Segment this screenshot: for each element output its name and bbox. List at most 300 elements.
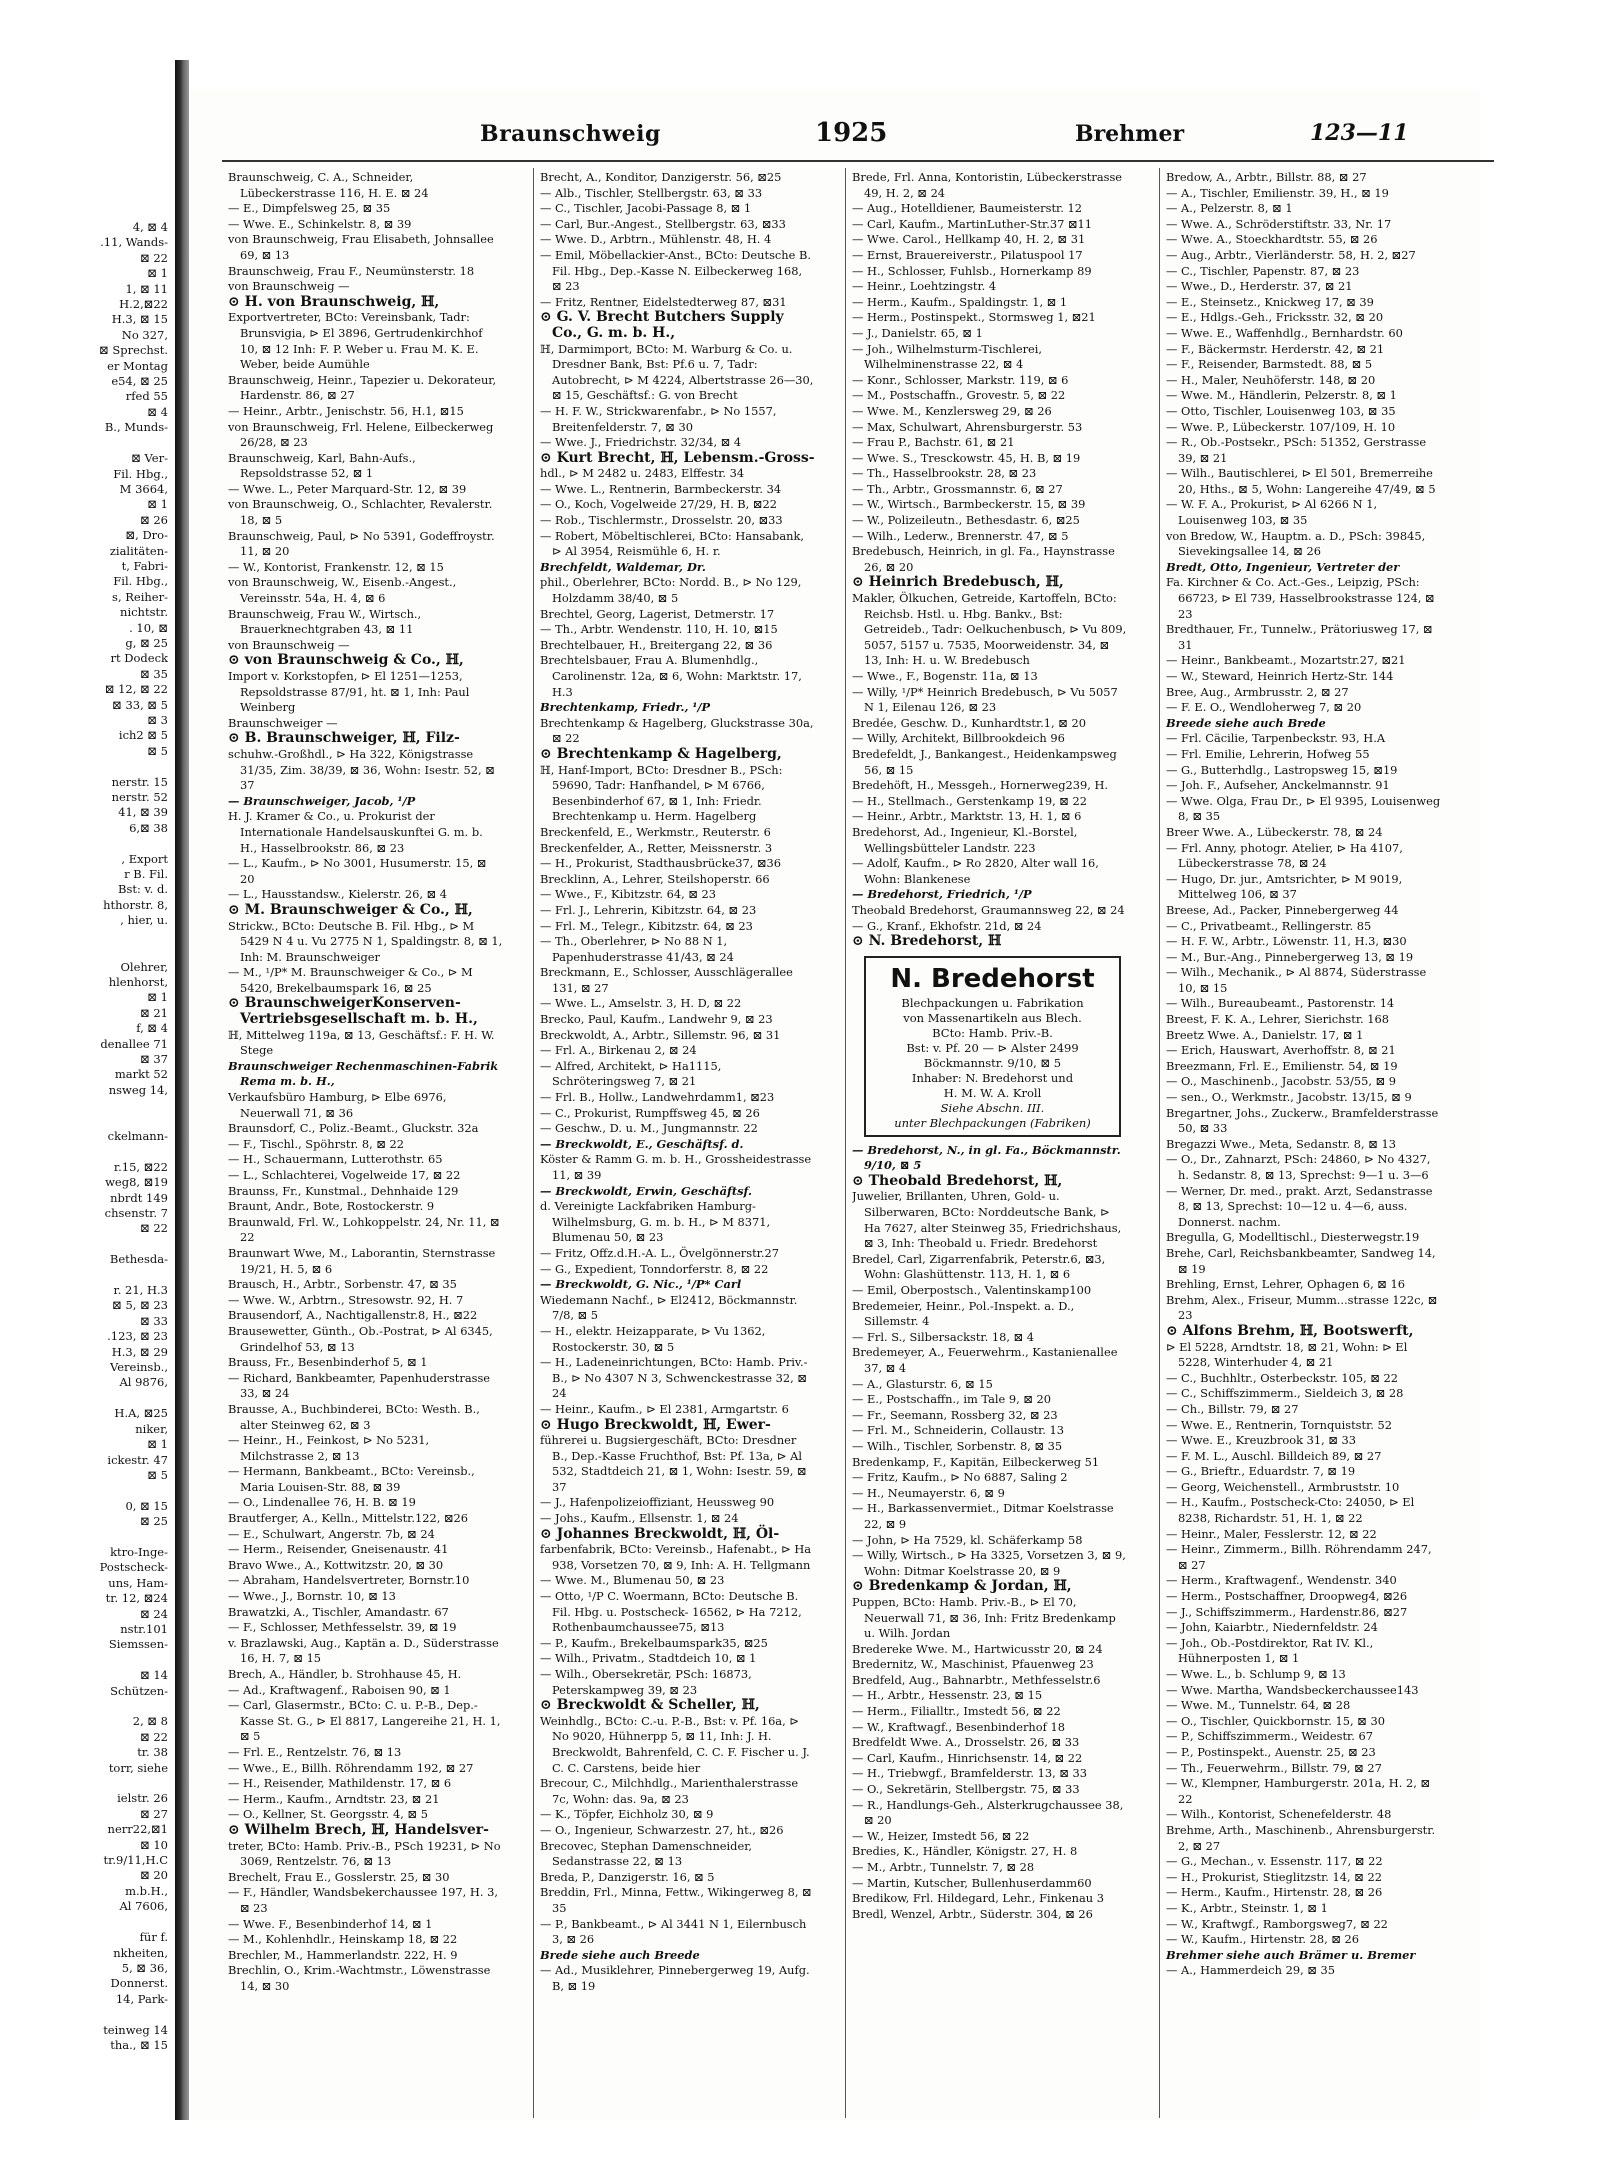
- directory-entry: — Herm., Postinspekt., Stormsweg 1, ⊠21: [852, 310, 1096, 325]
- directory-entry: Brehmer siehe auch Brämer u. Bremer: [1166, 1947, 1416, 1962]
- directory-entry: — Fritz, Rentner, Eidelstedterweg 87, ⊠31: [540, 294, 787, 309]
- directory-entry: Breezmann, Frl. E., Emilienstr. 54, ⊠ 19: [1166, 1058, 1398, 1073]
- directory-entry: Bredehöft, H., Messgeh., Hornerweg239, H.: [852, 778, 1109, 793]
- advertisement-line: Bst: v. Pf. 20 — ⊳ Alster 2499: [906, 1040, 1079, 1055]
- advertisement-line: Inhaber: N. Bredehorst und: [911, 1070, 1074, 1085]
- directory-entry: — G., Mechan., v. Essenstr. 117, ⊠ 22: [1166, 1854, 1383, 1869]
- directory-entry: — Willy, Architekt, Billbrookdeich 96: [852, 731, 1065, 746]
- facing-page-line: tr. 38: [137, 1745, 168, 1760]
- directory-entry: — Wwe., D., Herderstr. 37, ⊠ 21: [1166, 279, 1353, 294]
- facing-page-line: Al 9876,: [119, 1375, 168, 1390]
- directory-entry: Wiedemann Nachf., ⊳ El2412, Böckmannstr. 7/8, ⊠ 5: [540, 1292, 798, 1323]
- facing-page-line: Siemssen-: [108, 1637, 168, 1652]
- directory-entry: — H. F. W., Arbtr., Löwenstr. 11, H.3, ⊠30: [1166, 934, 1407, 949]
- directory-entry: — W., Klempner, Hamburgerstr. 201a, H. 2, ⊠ 22: [1166, 1776, 1430, 1806]
- directory-entry: — Heinr., H., Feinkost, ⊳ No 5231, Milchstrasse 2, ⊠ 13: [228, 1433, 430, 1463]
- directory-entry: — Hermann, Bankbeamt., BCto: Vereinsb., Maria Louisen-Str. 88, ⊠ 39: [228, 1464, 475, 1494]
- facing-page-line: Schützen-: [110, 1683, 168, 1698]
- directory-entry: Exportvertreter, BCto: Vereinsbank, Tadr: Brunsvigia, ⊳ El 3896, Gertrudenkirchhof 10, ⊠ 12 Inh: F. P. Weber u. Frau M. K. E. Weber, beide Aumühle: [228, 310, 483, 372]
- facing-page-line: 1, ⊠ 11: [125, 281, 168, 296]
- directory-entry: — Martin, Kutscher, Bullenhuserdamm60: [852, 1875, 1092, 1890]
- directory-entry: Bregazzi Wwe., Meta, Sedanstr. 8, ⊠ 13: [1166, 1136, 1396, 1151]
- directory-entry: — Konr., Schlosser, Markstr. 119, ⊠ 6: [852, 372, 1069, 387]
- directory-entry: Brehm, Alex., Friseur, Mumm...strasse 122c, ⊠ 23: [1166, 1292, 1438, 1323]
- directory-entry: — Otto, Tischler, Louisenweg 103, ⊠ 35: [1166, 403, 1396, 418]
- directory-entry: von Braunschweig, Frau Elisabeth, Johnsallee 69, ⊠ 13: [228, 232, 494, 262]
- directory-entry: — J., Danielstr. 65, ⊠ 1: [852, 325, 983, 340]
- facing-page-line: nbrdt 149: [110, 1190, 168, 1205]
- directory-entry: — W., Wirtsch., Barmbeckerstr. 15, ⊠ 39: [852, 497, 1086, 512]
- directory-entry: — Wwe. M., Tunnelstr. 64, ⊠ 28: [1166, 1698, 1351, 1713]
- directory-entry: Fa. Kirchner & Co. Act.-Ges., Leipzig, PSch: 66723, ⊳ El 739, Hasselbrookstrasse 124, ⊠ 23: [1166, 575, 1435, 621]
- facing-page-line: 5, ⊠ 36,: [121, 1960, 168, 1975]
- directory-entry: führerei u. Bugsiergeschäft, BCto: Dresdner B., Dep.-Kasse Fruchthof, Bst: Pf. 13a, ⊳ Al 532, Stadtdeich 21, ⊠ 1, Wohn: Isestr. 59, ⊠ 37: [540, 1433, 807, 1494]
- directory-entry: — G., Expedient, Tonndorferstr. 8, ⊠ 22: [540, 1261, 769, 1276]
- directory-entry: — M., Postschaffn., Grovestr. 5, ⊠ 22: [852, 388, 1066, 403]
- firm-heading: ⊙ Heinrich Bredebusch, ℍ,: [852, 574, 1064, 591]
- directory-entry: Bravo Wwe., A., Kottwitzstr. 20, ⊠ 30: [228, 1557, 444, 1572]
- directory-entry: — O., Ingenieur, Schwarzestr. 27, ht., ⊠26: [540, 1822, 784, 1837]
- directory-entry: — Wwe. A., Stoeckhardtstr. 55, ⊠ 26: [1166, 232, 1378, 247]
- column-3: [852, 170, 1127, 2120]
- advertisement-line: Siehe Abschn. III.: [940, 1100, 1045, 1115]
- facing-page-line: , hier, u.: [120, 913, 168, 928]
- directory-entry: — Frl. Emilie, Lehrerin, Hofweg 55: [1166, 746, 1370, 761]
- directory-entry: — Carl, Bur.-Angest., Stellbergstr. 63, ⊠33: [540, 216, 786, 231]
- directory-entry: Puppen, BCto: Hamb. Priv.-B., ⊳ El 70, Neuerwall 71, ⊠ 36, Inh: Fritz Bredenkamp u. Wilh. Jordan: [852, 1594, 1116, 1641]
- directory-entry: — Emil, Möbellackier-Anst., BCto: Deutsche B. Fil. Hbg., Dep.-Kasse N. Eilbeckerweg 168, ⊠ 23: [540, 247, 811, 294]
- directory-entry: Brawatzki, A., Tischler, Amandastr. 67: [228, 1604, 449, 1619]
- firm-heading: ⊙ Hugo Breckwoldt, ℍ, Ewer-: [540, 1416, 771, 1433]
- directory-entry: Bredfeld, Aug., Bahnarbtr., Methfesselstr.6: [852, 1672, 1101, 1687]
- facing-page-line: ielstr. 26: [117, 1791, 168, 1806]
- directory-entry: — Wwe. M., Händlerin, Pelzerstr. 8, ⊠ 1: [1166, 388, 1397, 403]
- directory-entry: — Frl. E., Rentzelstr. 76, ⊠ 13: [228, 1744, 402, 1759]
- directory-entry: — H., Kaufm., Postscheck-Cto: 24050, ⊳ El 8238, Richardstr. 51, H. 1, ⊠ 22: [1166, 1495, 1415, 1526]
- advertisement-box: [864, 956, 1121, 1137]
- directory-entry: Bredt, Otto, Ingenieur, Vertreter der: [1166, 559, 1400, 574]
- directory-entry: — John, ⊳ Ha 7529, kl. Schäferkamp 58: [852, 1532, 1083, 1547]
- directory-entry: — Herm., Kaufm., Arndtstr. 23, ⊠ 21: [228, 1791, 440, 1806]
- directory-entry: — Alfred, Architekt, ⊳ Ha1115, Schröteringsweg 7, ⊠ 21: [540, 1058, 722, 1089]
- facing-page-line: Fil. Hbg.,: [113, 466, 168, 481]
- directory-entry: — Frau P., Bachstr. 61, ⊠ 21: [852, 435, 1015, 450]
- directory-entry: — Fritz, Kaufm., ⊳ No 6887, Saling 2: [852, 1470, 1068, 1485]
- directory-entry: Bredereke Wwe. M., Hartwicusstr 20, ⊠ 24: [852, 1641, 1103, 1656]
- facing-page-line: ktro-Inge-: [110, 1544, 168, 1559]
- directory-entry: Braunsdorf, C., Poliz.-Beamt., Gluckstr. 32a: [228, 1121, 479, 1136]
- facing-page-line: H.2,⊠22: [119, 297, 168, 312]
- directory-entry: von Braunschweig —: [228, 279, 350, 294]
- facing-page-line: ⊠ 21: [140, 1005, 168, 1020]
- directory-entry: — Breckwoldt, Erwin, Geschäftsf.: [540, 1183, 752, 1198]
- directory-entry: — Wwe. E., Kreuzbrook 31, ⊠ 33: [1166, 1433, 1357, 1448]
- directory-entry: — H., Reisender, Mathildenstr. 17, ⊠ 6: [228, 1776, 452, 1791]
- directory-entry: — W., Kraftwgf., Ramborgsweg7, ⊠ 22: [1166, 1916, 1388, 1931]
- directory-entry: — P., Postinspekt., Auenstr. 25, ⊠ 23: [1166, 1744, 1376, 1759]
- facing-page-line: [0, 759, 168, 774]
- directory-entry: — Carl, Kaufm., MartinLuther-Str.37 ⊠11: [852, 216, 1093, 231]
- directory-entry: Verkaufsbüro Hamburg, ⊳ Elbe 6976, Neuerwall 71, ⊠ 36: [228, 1090, 447, 1120]
- running-header: [200, 118, 1490, 158]
- directory-entry: Breer Wwe. A., Lübeckerstr. 78, ⊠ 24: [1166, 824, 1383, 839]
- facing-page-line: Vereinsb.,: [109, 1360, 168, 1375]
- facing-page-line: ⊠ 4: [147, 404, 168, 419]
- directory-entry: Brechtenkamp & Hagelberg, Gluckstrasse 30a, ⊠ 22: [540, 715, 814, 746]
- directory-entry: Brecklinn, A., Lehrer, Steilshoperstr. 66: [540, 871, 770, 886]
- directory-entry: — P., Schiffszimmerm., Weidestr. 67: [1166, 1729, 1373, 1744]
- directory-entry: — Wwe., F., Bogenstr. 11a, ⊠ 13: [852, 669, 1038, 683]
- column-2: [540, 170, 815, 2120]
- directory-entry: Bredies, K., Händler, Königstr. 27, H. 8: [852, 1844, 1078, 1859]
- directory-entry: phil., Oberlehrer, BCto: Nordd. B., ⊳ No 129, Holzdamm 38/40, ⊠ 5: [540, 575, 802, 606]
- directory-entry: — P., Kaufm., Brekelbaumspark35, ⊠25: [540, 1635, 768, 1650]
- directory-entry: Brecht, A., Konditor, Danzigerstr. 56, ⊠25: [540, 170, 782, 184]
- directory-entry: Bredl, Wenzel, Arbtr., Süderstr. 304, ⊠ 26: [852, 1906, 1093, 1921]
- directory-entry: Braunschweig, Paul, ⊳ No 5391, Godeffroystr. 11, ⊠ 20: [228, 528, 495, 559]
- advertisement-title: N. Bredehorst: [890, 963, 1095, 994]
- facing-page-line: M 3664,: [119, 481, 168, 496]
- facing-page-line: nerr22,⊠1: [107, 1822, 168, 1837]
- directory-entry: — Willy, ¹/P* Heinrich Bredebusch, ⊳ Vu 5057 N 1, Eilenau 126, ⊠ 23: [852, 684, 1118, 715]
- facing-page-edge: [0, 50, 175, 2177]
- directory-entry: — W., Kaufm., Hirtenstr. 28, ⊠ 26: [1166, 1932, 1360, 1947]
- column-divider: [533, 168, 534, 2118]
- facing-page-line: [0, 944, 168, 959]
- directory-entry: — Adolf, Kaufm., ⊳ Ro 2820, Alter wall 16, Wohn: Blankenese: [852, 856, 1099, 886]
- firm-heading: ⊙ Bredenkamp & Jordan, ℍ,: [852, 1578, 1072, 1595]
- directory-entry: — Frl. B., Hollw., Landwehrdamm1, ⊠23: [540, 1090, 775, 1105]
- facing-page-line: Al 7606,: [119, 1899, 168, 1914]
- facing-page-text: [0, 220, 172, 2120]
- directory-entry: — Carl, Kaufm., Hinrichsenstr. 14, ⊠ 22: [852, 1750, 1083, 1765]
- directory-entry: Braunschweiger —: [228, 715, 338, 730]
- directory-entry: — G., Kranf., Ekhofstr. 21d, ⊠ 24: [852, 918, 1042, 933]
- directory-entry: ℍ, Darmimport, BCto: M. Warburg & Co. u. Dresdner Bank, Bst: Pf.6 u. 7, Tadr: Autobrecht, ⊳ M 4224, Albertstrasse 26—30, ⊠ 15, Geschäftsf.: G. von Brecht: [540, 341, 814, 403]
- directory-entry: Bredemeyer, A., Feuerwehrm., Kastanienallee 37, ⊠ 4: [852, 1345, 1118, 1375]
- directory-entry: — Herm., Filialltr., Imstedt 56, ⊠ 22: [852, 1704, 1061, 1719]
- directory-entry: — Herm., Kaufm., Hirtenstr. 28, ⊠ 26: [1166, 1885, 1383, 1900]
- directory-entry: — Otto, ¹/P C. Woermann, BCto: Deutsche B. Fil. Hbg. u. Postscheck- 16562, ⊳ Ha 7212, Rothenbaumchaussee75, ⊠13: [540, 1589, 802, 1635]
- directory-entry: — Geschw., D. u. M., Jungmannstr. 22: [540, 1121, 758, 1136]
- directory-entry: Bregulla, G, Modelltischl., Diesterwegstr.19: [1166, 1230, 1420, 1245]
- directory-entry: Brechtenkamp, Friedr., ¹/P: [540, 700, 711, 715]
- facing-page-line: 4, ⊠ 4: [132, 220, 168, 234]
- directory-entry: — H., Schlosser, Fuhlsb., Hornerkamp 89: [852, 263, 1092, 278]
- facing-page-line: 0, ⊠ 15: [125, 1498, 168, 1513]
- directory-entry: — F., Bäckermstr. Herderstr. 42, ⊠ 21: [1166, 341, 1385, 356]
- directory-entry: — C., Schiffszimmerm., Sieldeich 3, ⊠ 28: [1166, 1386, 1404, 1401]
- directory-entry: — E., Dimpfelsweg 25, ⊠ 35: [228, 201, 391, 216]
- directory-entry: von Braunschweig, W., Eisenb.-Angest., Vereinsstr. 54a, H. 4, ⊠ 6: [228, 575, 457, 606]
- directory-entry: Breckenfeld, E., Werkmstr., Reuterstr. 6: [540, 824, 771, 839]
- directory-entry: Brauss, Fr., Besenbinderhof 5, ⊠ 1: [228, 1355, 428, 1370]
- directory-entry: — Heinr., Kaufm., ⊳ El 2381, Armgartstr. 6: [540, 1401, 789, 1416]
- directory-entry: — Th., Arbtr., Grossmannstr. 6, ⊠ 27: [852, 481, 1063, 496]
- directory-entry: — Wwe. L., Rentnerin, Barmbeckerstr. 34: [540, 481, 782, 496]
- facing-page-line: [0, 436, 168, 451]
- facing-page-line: .11, Wands-: [100, 235, 168, 250]
- directory-entry: Makler, Ölkuchen, Getreide, Kartoffeln, BCto: Reichsb. Hstl. u. Hbg. Bankv., Bst: Getreideb., Tadr: Oelkuchenbusch, ⊳ Vu 809, 5057, 5157 u. 7535, Moorweidenstr. 34, ⊠ 13, Inh: H. u. W. Bredebusch: [852, 591, 1127, 668]
- directory-entry: Brecko, Paul, Kaufm., Landwehr 9, ⊠ 23: [540, 1012, 773, 1027]
- directory-entry: H. J. Kramer & Co., u. Prokurist der Internationale Handelsauskunftei G. m. b. H., Hasselbrookstr. 86, ⊠ 23: [228, 809, 483, 855]
- directory-entry: — E., Hdlgs.-Geh., Fricksstr. 32, ⊠ 20: [1166, 310, 1384, 325]
- directory-entry: — Herm., Reisender, Gneisenaustr. 41: [228, 1542, 449, 1557]
- directory-entry: Brechler, M., Hammerlandstr. 222, H. 9: [228, 1947, 458, 1962]
- directory-entry: — Heinr., Zimmerm., Billh. Röhrendamm 247, ⊠ 27: [1166, 1542, 1432, 1572]
- firm-heading: ⊙ Johannes Breckwoldt, ℍ, Öl-: [540, 1525, 780, 1542]
- facing-page-line: teinweg 14: [103, 2022, 168, 2037]
- facing-page-line: ckelmann-: [107, 1128, 168, 1143]
- facing-page-line: B., Munds-: [104, 420, 168, 435]
- directory-entry: — C., Tischler, Papenstr. 87, ⊠ 23: [1166, 263, 1360, 278]
- directory-entry: — Th., Oberlehrer, ⊳ No 88 N 1, Papenhuderstrasse 41/43, ⊠ 24: [540, 934, 734, 964]
- facing-page-line: nsweg 14,: [108, 1082, 168, 1097]
- directory-entry: — Wilh., Kontorist, Schenefelderstr. 48: [1166, 1807, 1392, 1822]
- facing-page-line: nerstr. 52: [111, 790, 168, 805]
- firm-heading: ⊙ BraunschweigerKonserven-Vertriebsgesellschaft m. b. H.,: [228, 995, 478, 1028]
- directory-entry: Braunschweig, Frau F., Neumünsterstr. 18: [228, 263, 475, 278]
- directory-entry: Braunschweiger Rechenmaschinen-Fabrik Rema m. b. H.,: [228, 1058, 499, 1089]
- directory-entry: Brecovec, Stephan Damenschneider, Sedanstrasse 22, ⊠ 13: [540, 1838, 753, 1869]
- directory-entry: — Hugo, Dr. jur., Amtsrichter, ⊳ M 9019, Mittelweg 106, ⊠ 37: [1166, 871, 1403, 902]
- directory-entry: — Wwe. S., Tresckowstr. 45, H. B, ⊠ 19: [852, 450, 1081, 465]
- directory-entry: — H., Prokurist, Stadthausbrücke37, ⊠36: [540, 856, 781, 871]
- column-divider: [1159, 168, 1160, 2118]
- directory-entry: Breddin, Frl., Minna, Fettw., Wikingerweg 8, ⊠ 35: [540, 1885, 812, 1915]
- facing-page-line: ⊠ Ver-: [131, 451, 168, 466]
- facing-page-line: ⊠ 22: [140, 1221, 168, 1236]
- header-city: Braunschweig: [480, 121, 661, 147]
- directory-entry: — Wwe. J., Friedrichstr. 32/34, ⊠ 4: [540, 435, 742, 450]
- facing-page-line: H.A, ⊠25: [114, 1406, 168, 1421]
- facing-page-line: [0, 1915, 168, 1930]
- facing-page-line: [0, 1530, 168, 1545]
- directory-entry: ℍ, Hanf-Import, BCto: Dresdner B., PSch: 59690, Tadr: Hanfhandel, ⊳ M 6766, Besenbinderhof 67, ⊠ 1, Inh: Friedr. Brechtenkamp u. Herm. Hagelberg: [540, 762, 783, 824]
- directory-entry: — Wwe. E., Waffenhdlg., Bernhardstr. 60: [1166, 325, 1403, 340]
- directory-entry: — Fritz, Offz.d.H.-A. L., Övelgönnerstr.27: [540, 1245, 779, 1260]
- facing-page-line: m.b.H.,: [125, 1883, 168, 1898]
- directory-entry: farbenfabrik, BCto: Vereinsb., Hafenabt., ⊳ Ha 938, Vorsetzen 70, ⊠ 9, Inh: A. H. Tellgmann: [540, 1542, 812, 1572]
- facing-page-line: [0, 1653, 168, 1668]
- directory-entry: Bregartner, Johs., Zuckerw., Bramfelderstrasse 50, ⊠ 33: [1166, 1105, 1439, 1136]
- directory-entry: — L., Schlachterei, Vogelweide 17, ⊠ 22: [228, 1168, 461, 1182]
- directory-entry: — H., Triebwgf., Bramfelderstr. 13, ⊠ 33: [852, 1766, 1087, 1781]
- directory-entry: — P., Bankbeamt., ⊳ Al 3441 N 1, Eilernbusch 3, ⊠ 26: [540, 1916, 807, 1947]
- directory-entry: Brechtelsbauer, Frau A. Blumenhdlg., Carolinenstr. 12a, ⊠ 6, Wohn: Marktstr. 17, H.3: [540, 653, 802, 699]
- directory-entry: — F. E. O., Wendloherweg 7, ⊠ 20: [1166, 700, 1362, 715]
- facing-page-line: [0, 1699, 168, 1714]
- directory-entry: von Braunschweig, Frl. Helene, Eilbeckerweg 26/28, ⊠ 23: [228, 419, 494, 450]
- firm-heading: ⊙ Wilhelm Brech, ℍ, Handelsver-: [228, 1821, 489, 1838]
- directory-entry: — W., Heizer, Imstedt 56, ⊠ 22: [852, 1828, 1030, 1843]
- directory-entry: hdl., ⊳ M 2482 u. 2483, Elffestr. 34: [540, 466, 745, 481]
- facing-page-line: markt 52: [114, 1067, 168, 1082]
- facing-page-line: tr.9/11,H.C: [103, 1853, 168, 1868]
- directory-entry: Braunschweig, Frau W., Wirtsch., Brauerknechtgraben 43, ⊠ 11: [228, 606, 422, 637]
- directory-entry: — H., Ladeneinrichtungen, BCto: Hamb. Priv.-B., ⊳ No 4307 N 3, Schwenckestrasse 32, ⊠ 24: [540, 1355, 808, 1401]
- facing-page-line: hthorstr. 8,: [103, 897, 168, 912]
- directory-entry: — Emil, Oberpostsch., Valentinskamp100: [852, 1283, 1092, 1298]
- directory-entry: — Erich, Hauswart, Averhoffstr. 8, ⊠ 21: [1166, 1043, 1396, 1058]
- directory-entry: — Heinr., Bankbeamt., Mozartstr.27, ⊠21: [1166, 653, 1406, 668]
- directory-entry: Brech, A., Händler, b. Strohhause 45, H.: [228, 1667, 462, 1681]
- directory-entry: — W., Polizeileutn., Bethesdastr. 6, ⊠25: [852, 513, 1080, 528]
- firm-heading: ⊙ von Braunschweig & Co., ℍ,: [228, 652, 464, 669]
- directory-entry: — Heinr., Loehtzingstr. 4: [852, 279, 997, 294]
- facing-page-line: ⊠ 1: [147, 266, 168, 281]
- directory-entry: Brechfeldt, Waldemar, Dr.: [540, 559, 706, 574]
- directory-entry: Breest, F. K. A., Lehrer, Sierichstr. 168: [1166, 1012, 1390, 1027]
- header-year: 1925: [815, 118, 888, 148]
- facing-page-line: ⊠ 1: [147, 990, 168, 1005]
- directory-entry: — C., Privatbeamt., Rellingerstr. 85: [1166, 918, 1372, 933]
- directory-entry: — Th., Feuerwehrm., Billstr. 79, ⊠ 27: [1166, 1760, 1382, 1775]
- facing-page-line: ickestr. 47: [107, 1452, 168, 1467]
- advertisement-line: Böckmannstr. 9/10, ⊠ 5: [923, 1055, 1062, 1070]
- directory-entry: — Joh. F., Aufseher, Anckelmannstr. 91: [1166, 778, 1390, 793]
- directory-entry: von Braunschweig —: [228, 637, 350, 652]
- facing-page-line: . 10, ⊠: [129, 620, 168, 635]
- directory-entry: — Breckwoldt, G. Nic., ¹/P* Carl: [540, 1277, 742, 1292]
- facing-page-line: [0, 929, 168, 944]
- facing-page-line: torr, siehe: [108, 1760, 168, 1775]
- directory-entry: — O., Sekretärin, Stellbergstr. 75, ⊠ 33: [852, 1782, 1080, 1797]
- directory-entry: Brausch, H., Arbtr., Sorbenstr. 47, ⊠ 35: [228, 1277, 457, 1292]
- directory-entry: — E., Schulwart, Angerstr. 7b, ⊠ 24: [228, 1526, 435, 1541]
- directory-entry: — Willy, Wirtsch., ⊳ Ha 3325, Vorsetzen 3, ⊠ 9, Wohn: Ditmar Koelstrasse 20, ⊠ 9: [852, 1548, 1126, 1578]
- directory-entry: Brede siehe auch Breede: [540, 1947, 700, 1962]
- directory-entry: — Wwe. E., Rentnerin, Tornquiststr. 52: [1166, 1417, 1392, 1432]
- directory-entry: — Heinr., Arbtr., Marktstr. 13, H. 1, ⊠ 6: [852, 809, 1082, 824]
- facing-page-line: e54, ⊠ 25: [111, 374, 168, 389]
- directory-entry: — F., Tischl., Spöhrstr. 8, ⊠ 22: [228, 1136, 405, 1151]
- directory-entry: — Frl. S., Silbersackstr. 18, ⊠ 4: [852, 1329, 1034, 1344]
- header-page-number: 123—11: [1310, 120, 1409, 146]
- facing-page-line: [0, 1483, 168, 1498]
- directory-entry: — Carl, Glasermstr., BCto: C. u. P.-B., Dep.-Kasse St. G., ⊳ El 8817, Langereihe 21, H. 1, ⊠ 5: [228, 1698, 501, 1744]
- facing-page-line: , Export: [121, 851, 168, 866]
- directory-entry: — Wwe. W., Arbtrn., Stresowstr. 92, H. 7: [228, 1292, 464, 1307]
- advertisement-line: von Massenartikeln aus Blech.: [903, 1010, 1082, 1025]
- column-1: [228, 170, 503, 2120]
- facing-page-line: Postscheck-: [99, 1560, 168, 1575]
- facing-page-line: rfed 55: [125, 389, 168, 404]
- directory-entry: — F., Schlosser, Methfesselstr. 39, ⊠ 19: [228, 1620, 457, 1635]
- facing-page-line: [0, 1776, 168, 1791]
- directory-entry: — R., Handlungs-Geh., Alsterkrugchaussee 38, ⊠ 20: [852, 1797, 1124, 1828]
- advertisement-line: Blechpackungen u. Fabrikation: [901, 995, 1084, 1010]
- directory-entry: — Heinr., Maler, Fesslerstr. 12, ⊠ 22: [1166, 1526, 1377, 1541]
- directory-entry: Brausendorf, A., Nachtigallenstr.8, H., ⊠22: [228, 1308, 478, 1323]
- facing-page-line: [0, 1114, 168, 1129]
- directory-entry: — Richard, Bankbeamter, Papenhuderstrasse 33, ⊠ 24: [228, 1370, 491, 1401]
- directory-entry: — Joh., Ob.-Postdirektor, Rat IV. Kl., Hühnerposten 1, ⊠ 1: [1166, 1635, 1374, 1666]
- directory-entry: — H., Prokurist, Stieglitzstr. 14, ⊠ 22: [1166, 1869, 1382, 1884]
- directory-entry: Brecour, C., Milchhdlg., Marienthalerstrasse 7c, Wohn: das. 9a, ⊠ 23: [540, 1776, 799, 1806]
- directory-entry: — A., Tischler, Emilienstr. 39, H., ⊠ 19: [1166, 185, 1389, 200]
- directory-entry: Braunschweig, Heinr., Tapezier u. Dekorateur, Hardenstr. 86, ⊠ 27: [228, 372, 497, 403]
- facing-page-line: ⊠ 5, ⊠ 23: [112, 1298, 168, 1313]
- directory-entry: schuhw.-Großhdl., ⊳ Ha 322, Königstrasse 31/35, Zim. 38/39, ⊠ 36, Wohn: Isestr. 52, ⊠ 37: [228, 746, 495, 793]
- firm-heading: ⊙ B. Braunschweiger, ℍ, Filz-: [228, 730, 460, 747]
- directory-entry: — L., Hausstandsw., Kielerstr. 26, ⊠ 4: [228, 887, 448, 902]
- facing-page-line: [0, 1098, 168, 1113]
- facing-page-line: für f.: [139, 1930, 168, 1945]
- facing-page-line: Fil. Hbg.,: [113, 574, 168, 589]
- directory-entry: — Alb., Tischler, Stellbergstr. 63, ⊠ 33: [540, 185, 763, 200]
- directory-entry: Breese, Ad., Packer, Pinnebergerweg 44: [1166, 902, 1399, 917]
- directory-entry: — Frl. Cäcilie, Tarpenbeckstr. 93, H.A: [1166, 731, 1386, 746]
- directory-entry: Bredebusch, Heinrich, in gl. Fa., Haynstrasse 26, ⊠ 20: [852, 544, 1115, 574]
- facing-page-line: 41, ⊠ 39: [118, 805, 168, 820]
- directory-entry: Bredernitz, W., Maschinist, Pfauenweg 23: [852, 1657, 1094, 1672]
- directory-entry: d. Vereinigte Lackfabriken Hamburg-Wilhelmsburg, G. m. b. H., ⊳ M 8371, Blumenau 50, ⊠ 23: [540, 1199, 771, 1245]
- directory-entry: — L., Kaufm., ⊳ No 3001, Husumerstr. 15, ⊠ 20: [228, 856, 487, 886]
- directory-entry: — Ch., Billstr. 79, ⊠ 27: [1166, 1401, 1299, 1416]
- facing-page-line: ⊠ 33, ⊠ 5: [112, 697, 168, 712]
- facing-page-line: tr. 12, ⊠24: [105, 1591, 168, 1606]
- facing-page-line: chsenstr. 7: [104, 1206, 168, 1220]
- firm-heading: ⊙ Alfons Brehm, ℍ, Bootswerft,: [1166, 1322, 1414, 1339]
- directory-entry: — A., Pelzerstr. 8, ⊠ 1: [1166, 201, 1293, 216]
- directory-entry: — Braunschweiger, Jacob, ¹/P: [228, 793, 416, 808]
- facing-page-line: ⊠ 24: [140, 1606, 168, 1621]
- directory-entry: — H., Barkassenvermiet., Ditmar Koelstrasse 22, ⊠ 9: [852, 1501, 1114, 1531]
- facing-page-line: ⊠ 27: [140, 1806, 168, 1821]
- directory-entry: — O., Dr., Zahnarzt, PSch: 24860, ⊳ No 4327, h. Sedanstr. 8, ⊠ 13, Sprechst: 9—1 u. 3—6: [1166, 1152, 1431, 1182]
- facing-page-line: uns, Ham-: [108, 1575, 168, 1590]
- firm-heading: ⊙ M. Braunschweiger & Co., ℍ,: [228, 901, 473, 918]
- directory-entry: — Ad., Kraftwagenf., Raboisen 90, ⊠ 1: [228, 1682, 451, 1697]
- facing-page-line: ⊠ 35: [140, 666, 168, 681]
- facing-page-line: ⊠ 22: [140, 250, 168, 265]
- facing-page-line: f, ⊠ 4: [136, 1021, 168, 1036]
- facing-page-line: .123, ⊠ 23: [107, 1329, 168, 1344]
- directory-entry: — Frl. Anny, photogr. Atelier, ⊳ Ha 4107, Lübeckerstrasse 78, ⊠ 24: [1166, 840, 1403, 871]
- directory-entry: Bredfeldt Wwe. A., Drosselstr. 26, ⊠ 33: [852, 1735, 1080, 1750]
- directory-entry: — O., Maschinenb., Jacobstr. 53/55, ⊠ 9: [1166, 1074, 1396, 1089]
- directory-entry: — Wwe. Olga, Frau Dr., ⊳ El 9395, Louisenweg 8, ⊠ 35: [1166, 793, 1441, 824]
- facing-page-line: No 327,: [121, 327, 168, 342]
- facing-page-line: ⊠ 26: [140, 512, 168, 527]
- facing-page-line: [0, 1391, 168, 1406]
- facing-page-line: er Montag: [107, 358, 168, 373]
- directory-entry: Breckwoldt, A., Arbtr., Sillemstr. 96, ⊠ 31: [540, 1027, 781, 1042]
- directory-entry: Breetz Wwe. A., Danielstr. 17, ⊠ 1: [1166, 1027, 1364, 1042]
- directory-entry: — M., ¹/P* M. Braunschweiger & Co., ⊳ M 5420, Brekelbaumspark 16, ⊠ 25: [228, 965, 473, 995]
- directory-entry: ⊳ El 5228, Arndtstr. 18, ⊠ 21, Wohn: ⊳ El 5228, Winterhuder 4, ⊠ 21: [1166, 1339, 1408, 1370]
- directory-entry: Braunschweig, Karl, Bahn-Aufs., Repsoldstrasse 52, ⊠ 1: [228, 450, 416, 481]
- directory-entry: — Wwe. Martha, Wandsbeckerchaussee143: [1166, 1682, 1419, 1697]
- directory-entry: — A., Hammerdeich 29, ⊠ 35: [1166, 1963, 1336, 1978]
- directory-entry: — H., Neumayerstr. 6, ⊠ 9: [852, 1485, 1005, 1500]
- facing-page-line: ⊠ 14: [140, 1668, 168, 1683]
- facing-page-line: nerstr. 15: [111, 774, 168, 789]
- directory-entry: — Wwe. A., Schröderstiftstr. 33, Nr. 17: [1166, 216, 1392, 231]
- directory-entry: — H., Maler, Neuhöferstr. 148, ⊠ 20: [1166, 372, 1376, 387]
- directory-entry: Bredenkamp, F., Kapitän, Eilbeckerweg 51: [852, 1454, 1100, 1469]
- facing-page-line: 14, Park-: [115, 1991, 168, 2006]
- book-binding-shadow: [175, 60, 189, 2120]
- directory-entry: — W., Kontorist, Frankenstr. 12, ⊠ 15: [228, 559, 444, 574]
- directory-entry: — Wwe. M., Blumenau 50, ⊠ 23: [540, 1573, 725, 1588]
- directory-entry: Bredée, Geschw. D., Kunhardtstr.1, ⊠ 20: [852, 715, 1086, 730]
- facing-page-line: Bethesda-: [109, 1252, 168, 1267]
- directory-entry: — Herm., Kaufm., Spaldingstr. 1, ⊠ 1: [852, 294, 1068, 309]
- header-rule: [222, 160, 1494, 162]
- directory-entry: — John, Kaiarbtr., Niedernfeldstr. 24: [1166, 1620, 1378, 1635]
